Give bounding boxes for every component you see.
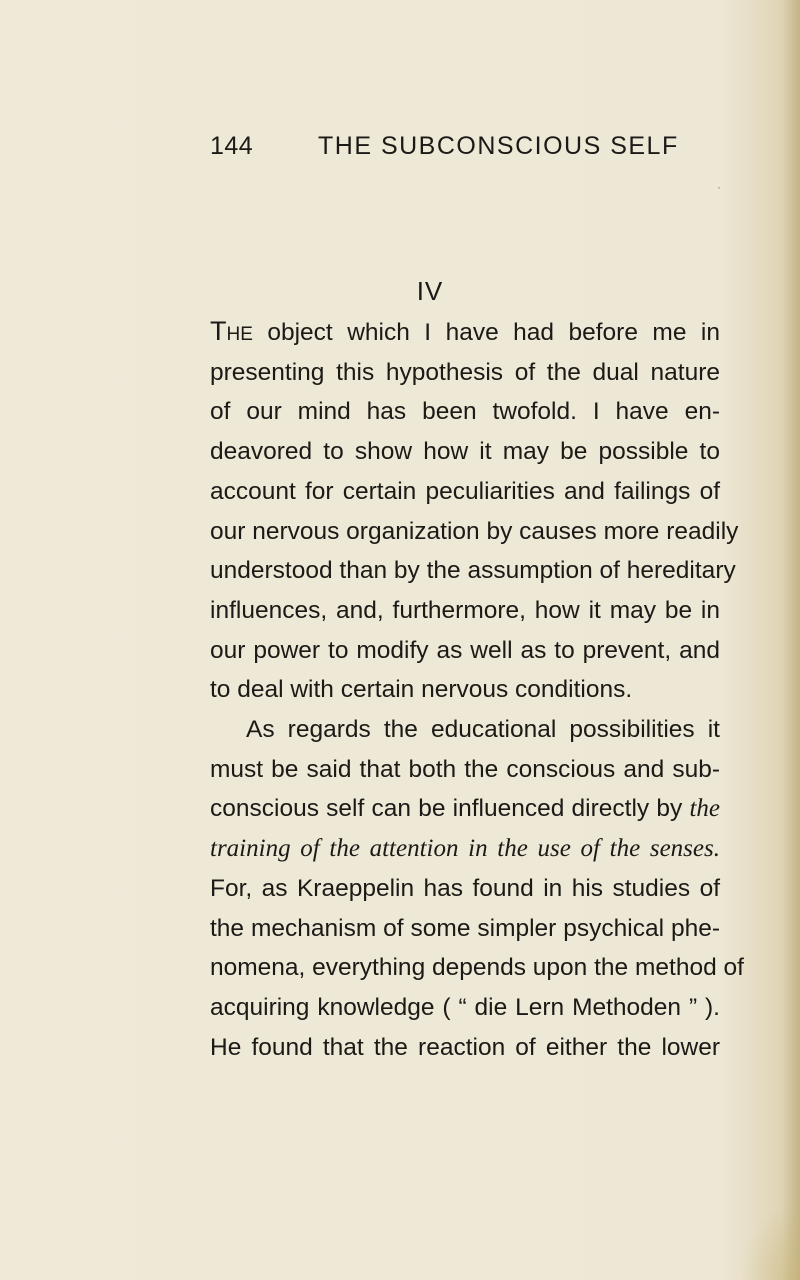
lead-word: The — [210, 316, 253, 346]
page-edge-shadow — [782, 0, 800, 1280]
text-line: understood than by the assumption of hereditary — [210, 557, 736, 585]
text-line: the mechanism of some simpler psychical phe- — [210, 914, 720, 942]
text-line: of our mind has been twofold. I have en- — [210, 398, 720, 426]
text-line: to deal with certain nervous conditions. — [210, 676, 633, 704]
text-line: influences, and, furthermore, how it may be in — [210, 596, 720, 624]
text-line: conscious self can be influenced directly by the — [210, 795, 720, 823]
text-line: For, as Kraeppelin has found in his studies of — [210, 874, 720, 902]
page-header — [210, 132, 770, 172]
text-line: presenting this hypothesis of the dual nature — [210, 358, 720, 386]
text-line: our nervous organization by causes more readily — [210, 517, 739, 545]
text-line: The object which I have had before me in — [210, 316, 720, 346]
running-head: THE SUBCONSCIOUS SELF — [318, 132, 679, 160]
text-line: deavored to show how it may be possible to — [210, 438, 720, 466]
italic-line: training of the attention in the use of the senses. — [210, 835, 720, 863]
page-number: 144 — [210, 132, 254, 160]
text-line: nomena, everything depends upon the method of — [210, 954, 744, 982]
ink-speck: · — [717, 180, 721, 194]
text-line: acquiring knowledge ( “ die Lern Methoden ” ). — [210, 993, 720, 1021]
text-line: account for certain peculiarities and failings of — [210, 477, 720, 505]
text-line: must be said that both the conscious and sub- — [210, 755, 720, 783]
italic-text: the — [689, 795, 720, 823]
page-stain — [740, 1200, 800, 1280]
body-text — [210, 312, 744, 1067]
text-line: our power to modify as well as to prevent, and — [210, 636, 720, 664]
text-line: As regards the educational possibilities it — [246, 716, 720, 744]
text-line: He found that the reaction of either the lower — [210, 1033, 720, 1061]
section-number: IV — [416, 276, 444, 306]
